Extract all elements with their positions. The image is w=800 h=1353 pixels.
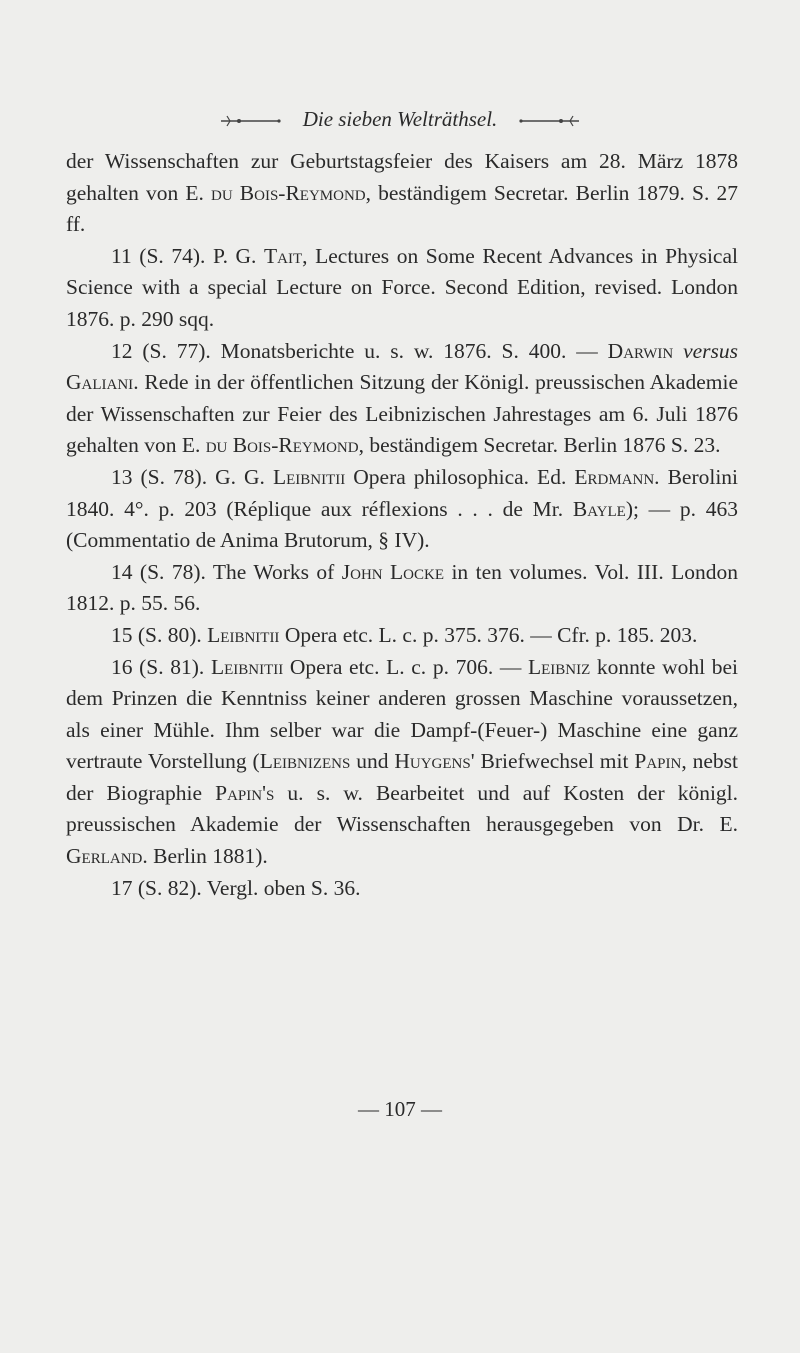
- note-11: 11 (S. 74). P. G. Tait, Lectures on Some Recent Advances in Physical Science with a special Lecture on Force. Second Edition, revised. London 1876. p. 290 sqq.: [66, 243, 738, 331]
- note-13: 13 (S. 78). G. G. Leibnitii Opera philosophica. Ed. Erdmann. Berolini 1840. 4°. p. 203 (Réplique aux réflexions . . . de Mr. Bayle); — p. 463 (Commentatio de Anima Brutorum, § IV).: [66, 464, 739, 553]
- ornament-right-icon: [517, 114, 581, 128]
- notes-body: [66, 146, 738, 904]
- note-16: 16 (S. 81). Leibnitii Opera etc. L. c. p. 706. — Leibniz konnte wohl bei dem Prinzen die Kenntniss keiner anderen grossen Maschine voraussetzen, als einer Mühle. Ihm selber war die Dampf-(Feuer-) Maschine eine ganz vertraute Vorstellung (Leibnizens und Huygens' Briefwechsel mit Papin, nebst der Biographie Papin's u. s. w. Bearbeitet und auf Kosten der königl. preussischen Akademie der Wissenschaften herausgegeben von Dr. E. Gerland. Berlin 1881).: [66, 654, 739, 869]
- running-header: [0, 106, 800, 132]
- note-10-continued: der Wissenschaften zur Geburtstagsfeier des Kaisers am 28. März 1878 gehalten von E. du Bois-Reymond, beständigem Secretar. Berlin 1879. S. 27 ff.: [66, 149, 738, 237]
- note-15: 15 (S. 80). Leibnitii Opera etc. L. c. p. 375. 376. — Cfr. p. 185. 203.: [111, 622, 698, 647]
- note-12: 12 (S. 77). Monatsberichte u. s. w. 1876. S. 400. — Darwin versus Galiani. Rede in der öffentlichen Sitzung der Königl. preussischen Akademie der Wissenschaften zur Feier des Leibnizischen Jahrestages am 6. Juli 1876 gehalten von E. du Bois-Reymond, beständigem Secretar. Berlin 1876 S. 23.: [66, 338, 739, 458]
- note-17: 17 (S. 82). Vergl. oben S. 36.: [111, 875, 361, 900]
- ornament-left-icon: [219, 114, 283, 128]
- note-14: 14 (S. 78). The Works of John Locke in ten volumes. Vol. III. London 1812. p. 55. 56.: [66, 559, 739, 616]
- page-number: — 107 —: [358, 1097, 442, 1121]
- page-title: Die sieben Welträthsel.: [302, 107, 498, 131]
